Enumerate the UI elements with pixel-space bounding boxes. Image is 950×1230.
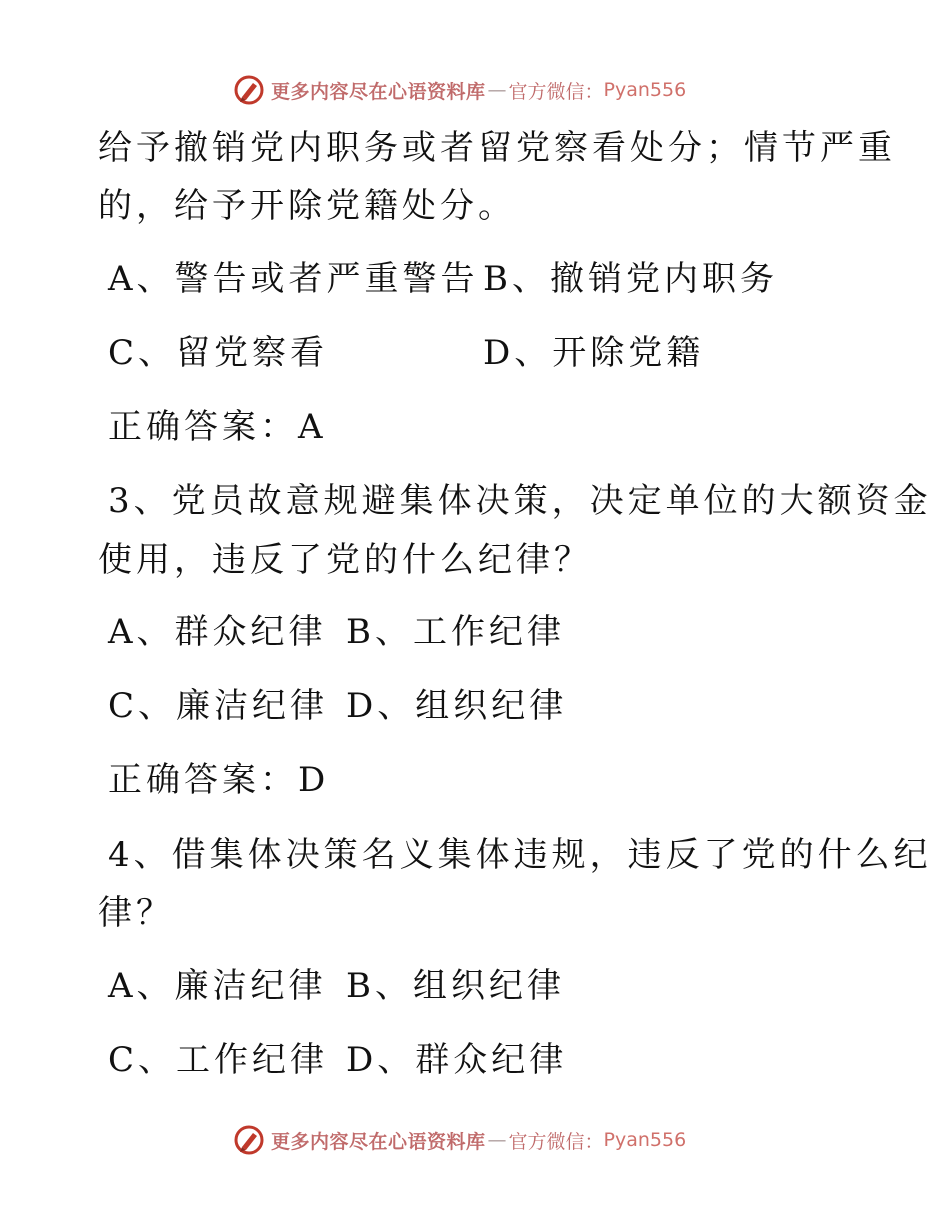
watermark-brand: 更多内容尽在心语资料库	[271, 80, 486, 103]
intro-line-1: 给予撤销党内职务或者留党察看处分；情节严重	[98, 128, 896, 168]
watermark-wechat-label: 官方微信：	[508, 80, 604, 103]
q3-answer: 正确答案：D	[108, 760, 330, 800]
watermark-wechat-id: Pyan556	[603, 1129, 687, 1151]
watermark-dash: —	[487, 79, 507, 101]
watermark-header	[233, 73, 686, 107]
q4-option-d: D、群众纪律	[346, 1040, 568, 1080]
watermark-dash: —	[487, 1129, 507, 1151]
q2-option-d: D、开除党籍	[483, 333, 705, 373]
q3-question-line-1: 3、党员故意规避集体决策，决定单位的大额资金	[108, 481, 932, 521]
q4-option-a: A、廉洁纪律	[108, 966, 327, 1006]
q3-option-d: D、组织纪律	[346, 686, 568, 726]
watermark-brand: 更多内容尽在心语资料库	[271, 1130, 486, 1153]
q2-answer: 正确答案：A	[108, 407, 327, 447]
q3-option-a: A、群众纪律	[108, 612, 327, 652]
pen-logo-icon	[233, 74, 265, 106]
q3-question-line-2: 使用，违反了党的什么纪律？	[98, 540, 592, 580]
q2-option-a: A、警告或者严重警告	[108, 259, 479, 299]
intro-line-2: 的，给予开除党籍处分。	[98, 186, 516, 226]
q4-option-c: C、工作纪律	[108, 1040, 329, 1080]
q2-option-c: C、留党察看	[108, 333, 329, 373]
q4-question-line-2: 律？	[98, 893, 174, 933]
q3-option-c: C、廉洁纪律	[108, 686, 329, 726]
q4-option-b: B、组织纪律	[346, 966, 565, 1006]
q3-option-b: B、工作纪律	[346, 612, 565, 652]
watermark-wechat-id: Pyan556	[603, 79, 687, 101]
pen-logo-icon	[233, 1124, 265, 1156]
q2-option-b: B、撤销党内职务	[483, 259, 778, 299]
q4-question-line-1: 4、借集体决策名义集体违规，违反了党的什么纪	[108, 835, 932, 875]
watermark-wechat-label: 官方微信：	[508, 1130, 604, 1153]
watermark-footer	[233, 1123, 686, 1157]
